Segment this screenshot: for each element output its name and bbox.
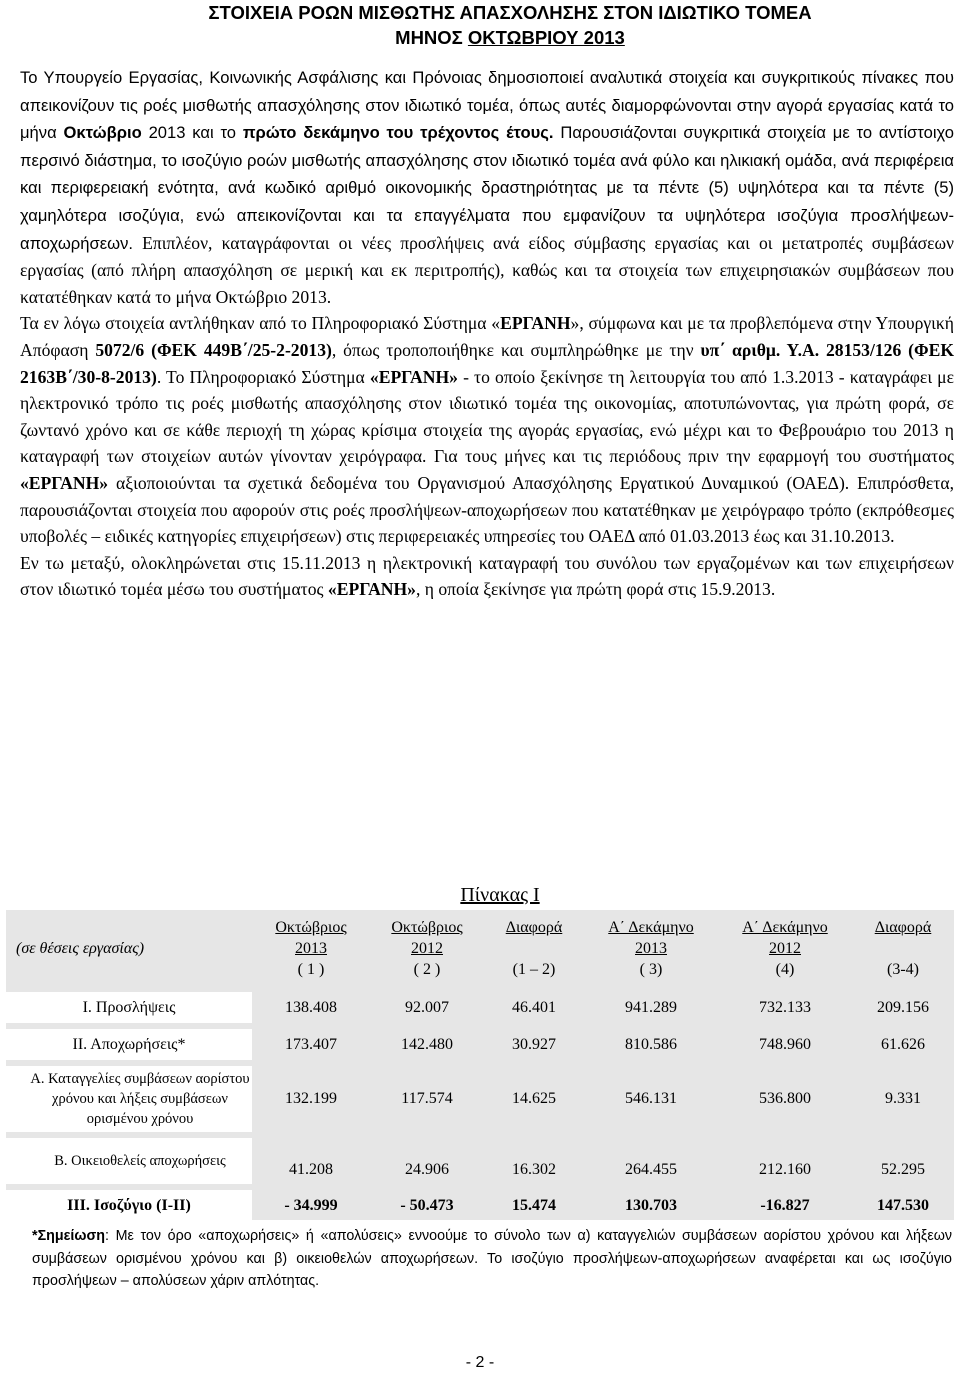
document-header xyxy=(0,0,960,50)
footnote: *Σημείωση: Με τον όρο «αποχωρήσεις» ή «απολύσεις» εννοούμε το σύνολο των α) καταγγελιών συμβάσεων αορίστου χρόνου και λήξεων συμβάσεων ορισμένου χρόνου και β) οικειοθελών αποχωρήσεων. Το ισοζύγιο προσλήψεων-αποχωρήσεων αναφέρεται και ως ισοζύγιο προσλήψεων – απολύσεων χάριν απλότητας. xyxy=(32,1228,952,1289)
document-subtitle: ΜΗΝΟΣ ΟΚΤΩΒΡΙΟΥ 2013 xyxy=(395,27,625,48)
column-header: Α΄ Δεκάμηνο 2013 ( 3) xyxy=(608,918,694,978)
unit-label: (σε θέσεις εργασίας) xyxy=(16,939,145,957)
table-row: ΙΙ. Αποχωρήσεις* 173.407 142.480 30.927 810.586 748.960 61.626 xyxy=(6,1029,954,1060)
paragraph-3: Εν τω μεταξύ, ολοκληρώνεται στις 15.11.2013 η ηλεκτρονική καταγραφή του συνόλου των εργαζομένων και των επιχειρήσεων στον ιδιωτικό τομέα μέσω του συστήματος «ΕΡΓΑΝΗ», η οποία ξεκίνησε για πρώτη φορά στις 15.9.2013. xyxy=(20,552,954,600)
paragraph-2: Τα εν λόγω στοιχεία αντλήθηκαν από το Πληροφοριακό Σύστημα «ΕΡΓΑΝΗ», σύμφωνα και με τα προβλεπόμενα στην Υπουργική Απόφαση 5072/6 (ΦΕΚ 449Β΄/25-2-2013), όπως τροποποιήθηκε και συμπληρώθηκε με την υπ΄ αριθμ. Υ.Α. 28153/126 (ΦΕΚ 2163Β΄/30-8-2013). Το Πληροφοριακό Σύστημα «ΕΡΓΑΝΗ» - το οποίο ξεκίνησε τη λειτουργία του από 1.3.2013 - καταγράφει με ηλεκτρονικό τρόπο τις ροές μισθωτής απασχόλησης στον ιδιωτικό τομέα της οικονομίας, αποτυπώνοντας, για πρώτη φορά, σε ζωντανό χρόνο και σε κάθε περιοχή τη χώρας κρίσιμα στοιχεία της αγοράς εργασίας, ενώ μέχρι και το Φεβρουάριο του 2013 η καταγραφή των στοιχείων αυτών γίνονταν χειρόγραφα. Για τους μήνες και τις περιόδους πριν την εφαρμογή του συστήματος «ΕΡΓΑΝΗ» αξιοποιούνται τα σχετικά δεδομένα του Οργανισμού Απασχόλησης Εργατικού Δυναμικού (ΟΑΕΔ). Επιπρόσθετα, παρουσιάζονται στοιχεία που αφορούν στις ροές προσλήψεων-αποχωρήσεων που κατατέθηκαν με χειρόγραφο τρόπο (εκπρόθεσμες υποβολές – ειδικές κατηγορίες επιχειρήσεων) στις περιφερειακές υπηρεσίες του ΟΑΕΔ από 01.03.2013 έως και 31.10.2013. xyxy=(20,313,954,547)
flows-table xyxy=(6,910,954,1221)
column-header: Οκτώβριος 2012 ( 2 ) xyxy=(391,918,463,978)
table-title: Πίνακας Ι xyxy=(460,884,540,906)
document-title: ΣΤΟΙΧΕΙΑ ΡΟΩΝ ΜΙΣΘΩΤΗΣ ΑΠΑΣΧΟΛΗΣΗΣ ΣΤΟΝ ΙΔΙΩΤΙΚΟ ΤΟΜΕΑ xyxy=(208,2,812,23)
paragraph-1: Το Υπουργείο Εργασίας, Κοινωνικής Ασφάλισης και Πρόνοιας δημοσιοποιεί αναλυτικά στοιχεία και συγκριτικούς πίνακες που απεικονίζουν τις ροές μισθωτής απασχόλησης στον ιδιωτικό τομέα, όπως αυτές διαμορφώνονται στην αγορά εργασίας κατά το μήνα Οκτώβριο 2013 και το πρώτο δεκάμηνο του τρέχοντος έτους. Παρουσιάζονται συγκριτικά στοιχεία με το αντίστοιχο περσινό διάστημα, το ισοζύγιο ροών μισθωτής απασχόλησης στον ιδιωτικό τομέα ανά φύλο και ηλικιακή ομάδα, ανά περιφέρεια και περιφερειακή ενότητα, ανά κωδικό αριθμό οικονομικής δραστηριότητας με τα πέντε (5) υψηλότερα και τα πέντε (5) χαμηλότερα ισοζύγια, ενώ απεικονίζονται και τα επαγγέλματα που εμφανίζουν τα υψηλότερα ισοζύγια προσλήψεων-αποχωρήσεων. Επιπλέον, καταγράφονται οι νέες προσλήψεις ανά είδος σύμβασης εργασίας και οι μετατροπές συμβάσεων εργασίας (από πλήρη απασχόληση σε μερική και εκ περιτροπής), καθώς και τα στοιχεία των επιχειρησιακών συμβάσεων που κατατέθηκαν κατά το μήνα Οκτώβριο 2013. xyxy=(20,68,954,307)
document-body xyxy=(20,64,954,603)
table-header-row xyxy=(6,910,954,986)
column-header: Α΄ Δεκάμηνο 2012 (4) xyxy=(742,918,828,978)
column-header: Διαφορά (3-4) xyxy=(874,918,932,978)
table-row: Ι. Προσλήψεις 138.408 92.007 46.401 941.289 732.133 209.156 xyxy=(6,992,954,1023)
table-container xyxy=(6,910,954,1220)
table-row: Α. Καταγγελίες συμβάσεων αορίστου χρόνου και λήξεις συμβάσεων ορισμένου χρόνου 132.199 117.574 14.625 546.131 536.800 9.331 xyxy=(6,1066,954,1132)
column-header: Διαφορά (1 – 2) xyxy=(505,918,563,978)
column-header: Οκτώβριος 2013 ( 1 ) xyxy=(275,918,347,978)
page-number: - 2 - xyxy=(465,1354,495,1371)
table-row: Β. Οικειοθελείς αποχωρήσεις 41.208 24.906 16.302 264.455 212.160 52.295 xyxy=(6,1138,954,1184)
table-row: ΙΙΙ. Ισοζύγιο (Ι-ΙΙ) - 34.999 - 50.473 15.474 130.703 -16.827 147.530 xyxy=(6,1190,954,1221)
